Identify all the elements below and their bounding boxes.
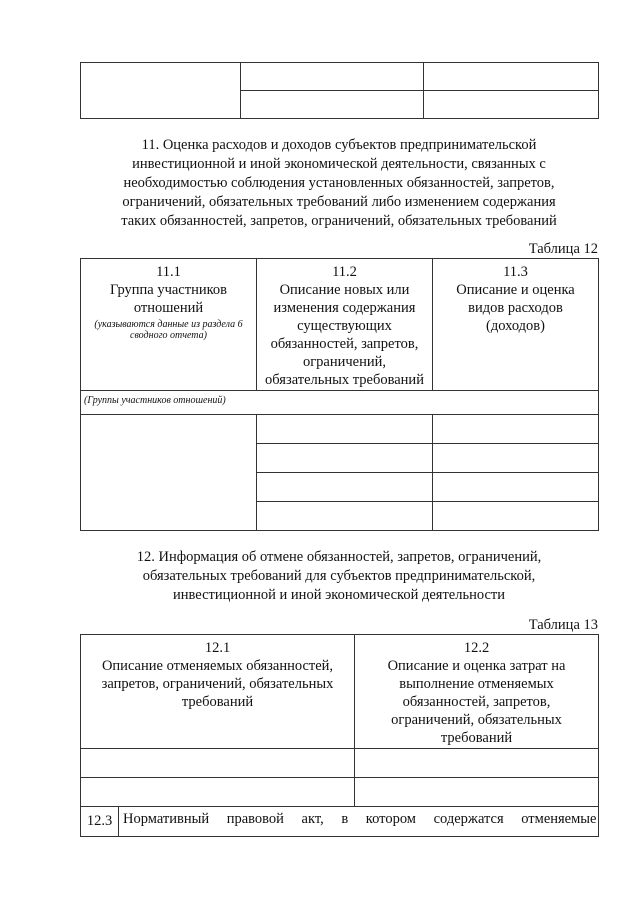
table-cell <box>241 63 424 91</box>
table-12-header-11-3: 11.3 Описание и оценка видов расходов (доходов) <box>433 259 599 391</box>
row-12-3-number: 12.3 <box>81 807 119 837</box>
table-cell <box>424 63 599 91</box>
header-note: (указываются данные из раздела 6 сводного отчета) <box>94 319 243 341</box>
table-cell <box>81 749 355 778</box>
table-cell <box>257 473 433 502</box>
section-11-title: 11. Оценка расходов и доходов субъектов предпринимательской инвестиционной и иной экономической деятельности, связанных с необходимостью соблюдения установленных обязанностей, запретов, ограничений, обязательных требований либо изменением содержания таких обязанностей, запретов, ограничений, обязательных требований <box>121 137 557 229</box>
section-12-title: 12. Информация об отмене обязанностей, запретов, ограничений, обязательных требований для субъектов предпринимательской, инвестиционной и иной экономической деятельности <box>136 549 542 603</box>
table-13-header-12-2: 12.2 Описание и оценка затрат на выполнение отменяемых обязанностей, запретов, ограничений, обязательных требований <box>355 635 599 749</box>
table-cell <box>433 444 599 473</box>
table-12 <box>80 258 599 531</box>
table-cell <box>424 91 599 119</box>
table-13-caption: Таблица 13 <box>528 617 598 633</box>
table-cell <box>81 415 257 531</box>
table-cell <box>257 502 433 531</box>
table-cell <box>433 473 599 502</box>
table-13 <box>80 634 599 807</box>
table-12-caption: Таблица 12 <box>528 241 598 257</box>
table-cell <box>355 749 599 778</box>
table-cell <box>433 415 599 444</box>
row-12-3-text: Нормативный правовой акт, в котором содержатся отменяемые <box>119 807 599 837</box>
row-12-3-table <box>80 806 599 837</box>
table-cell <box>355 778 599 807</box>
table-cell <box>257 415 433 444</box>
table-cell <box>433 502 599 531</box>
group-label-row: (Группы участников отношений) <box>81 391 599 415</box>
table-13-header-12-1: 12.1 Описание отменяемых обязанностей, запретов, ограничений, обязательных требований <box>81 635 355 749</box>
top-fragment-table <box>80 62 599 119</box>
table-cell <box>81 63 241 119</box>
table-cell <box>257 444 433 473</box>
table-cell <box>81 778 355 807</box>
table-cell <box>241 91 424 119</box>
table-12-header-11-1: 11.1 Группа участников отношений (указываются данные из раздела 6 сводного отчета) <box>81 259 257 391</box>
table-12-header-11-2: 11.2 Описание новых или изменения содержания существующих обязанностей, запретов, ограничений, обязательных требований <box>257 259 433 391</box>
